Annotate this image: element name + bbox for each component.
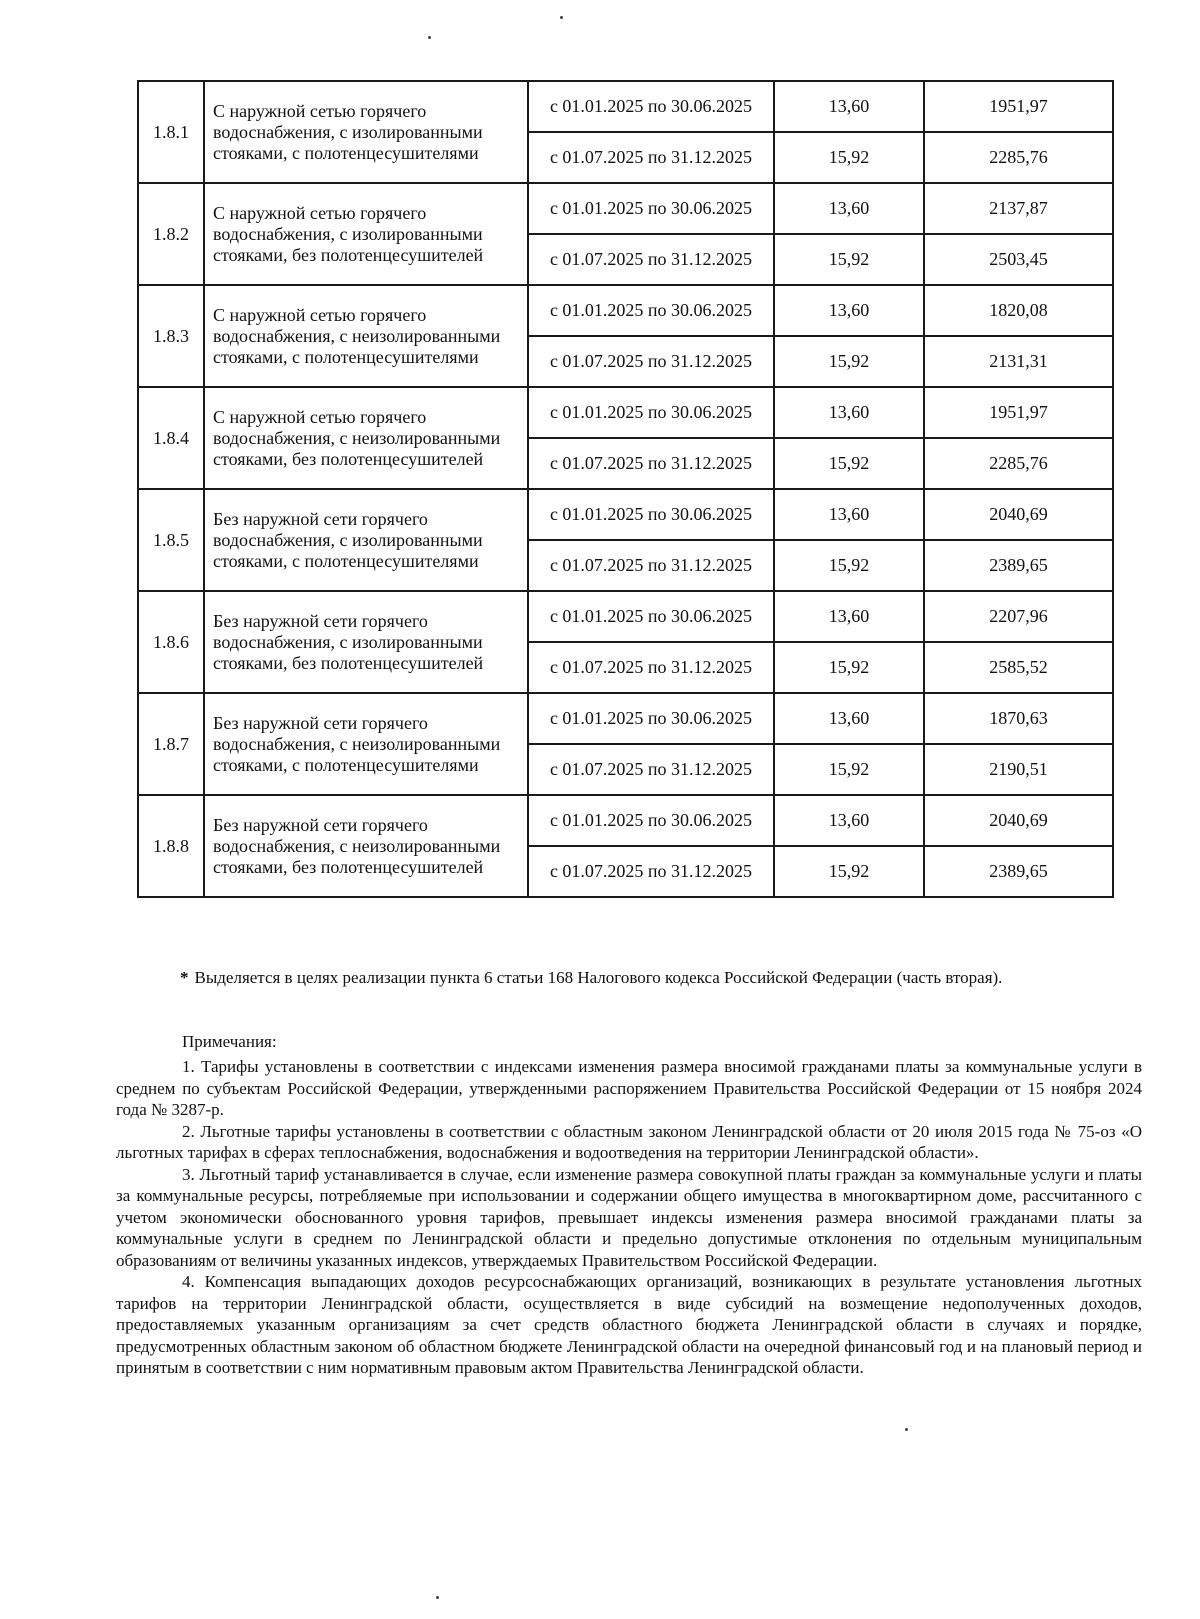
note-item: 2. Льготные тарифы установлены в соответствии с областным законом Ленинградской области от 20 июля 2015 года № 75-оз «О льготных тарифах в сферах теплоснабжения, водоснабжения и водоотведения на территории Ленинградской области». — [116, 1121, 1142, 1162]
rate-cell: 13,60 — [774, 285, 924, 336]
rate-cell: 13,60 — [774, 489, 924, 540]
rate-cell: 15,92 — [774, 642, 924, 693]
table-row — [138, 489, 1113, 540]
tariff-value-cell: 2207,96 — [924, 591, 1113, 642]
scan-speck — [428, 36, 431, 39]
period-cell: с 01.07.2025 по 31.12.2025 — [528, 132, 774, 183]
footnote-star: * — [180, 968, 189, 987]
row-number: 1.8.8 — [138, 795, 204, 897]
row-number: 1.8.7 — [138, 693, 204, 795]
row-description: Без наружной сети горячего водоснабжения, с изолированными стояками, с полотенцесушителями — [204, 489, 528, 591]
row-description: С наружной сетью горячего водоснабжения, с изолированными стояками, без полотенцесушителей — [204, 183, 528, 285]
tariff-table — [137, 80, 1114, 898]
tariff-value-cell: 1951,97 — [924, 81, 1113, 132]
row-number: 1.8.3 — [138, 285, 204, 387]
table-row — [138, 591, 1113, 642]
table-row — [138, 81, 1113, 132]
scan-speck — [905, 1428, 908, 1431]
tariff-value-cell: 2285,76 — [924, 438, 1113, 489]
period-cell: с 01.01.2025 по 30.06.2025 — [528, 183, 774, 234]
rate-cell: 13,60 — [774, 81, 924, 132]
rate-cell: 13,60 — [774, 693, 924, 744]
footnote-text: Выделяется в целях реализации пункта 6 статьи 168 Налогового кодекса Российской Федерации (часть вторая). — [194, 968, 1003, 987]
tariff-value-cell: 2137,87 — [924, 183, 1113, 234]
note-item: 4. Компенсация выпадающих доходов ресурсоснабжающих организаций, возникающих в результате установления льготных тарифов на территории Ленинградской области, осуществляется в виде субсидий на возмещение недополученных доходов, предоставляемых указанным организациям за счет средств областного бюджета Ленинградской области в случаях и порядке, предусмотренных областным законом об областном бюджете Ленинградской области на очередной финансовый год и на плановый период и принятым в соответствии с ним нормативным правовым актом Правительства Ленинградской области. — [116, 1272, 1142, 1377]
tariff-value-cell: 2503,45 — [924, 234, 1113, 285]
row-description: Без наружной сети горячего водоснабжения, с неизолированными стояками, без полотенцесушителей — [204, 795, 528, 897]
rate-cell: 13,60 — [774, 795, 924, 846]
row-number: 1.8.5 — [138, 489, 204, 591]
row-number: 1.8.1 — [138, 81, 204, 183]
footnote — [116, 967, 1142, 989]
rate-cell: 15,92 — [774, 438, 924, 489]
table-row — [138, 795, 1113, 846]
period-cell: с 01.01.2025 по 30.06.2025 — [528, 795, 774, 846]
tariff-value-cell: 1820,08 — [924, 285, 1113, 336]
tariff-value-cell: 2585,52 — [924, 642, 1113, 693]
tariff-value-cell: 2285,76 — [924, 132, 1113, 183]
period-cell: с 01.01.2025 по 30.06.2025 — [528, 693, 774, 744]
period-cell: с 01.07.2025 по 31.12.2025 — [528, 846, 774, 897]
rate-cell: 13,60 — [774, 183, 924, 234]
rate-cell: 15,92 — [774, 744, 924, 795]
period-cell: с 01.07.2025 по 31.12.2025 — [528, 744, 774, 795]
row-number: 1.8.6 — [138, 591, 204, 693]
rate-cell: 15,92 — [774, 846, 924, 897]
row-description: С наружной сетью горячего водоснабжения, с неизолированными стояками, без полотенцесушителей — [204, 387, 528, 489]
period-cell: с 01.07.2025 по 31.12.2025 — [528, 540, 774, 591]
tariff-value-cell: 1870,63 — [924, 693, 1113, 744]
row-description: Без наружной сети горячего водоснабжения, с неизолированными стояками, с полотенцесушителями — [204, 693, 528, 795]
row-description: С наружной сетью горячего водоснабжения, с изолированными стояками, с полотенцесушителями — [204, 81, 528, 183]
rate-cell: 15,92 — [774, 336, 924, 387]
period-cell: с 01.01.2025 по 30.06.2025 — [528, 387, 774, 438]
notes-list — [116, 1056, 1142, 1379]
period-cell: с 01.01.2025 по 30.06.2025 — [528, 81, 774, 132]
tariff-value-cell: 2040,69 — [924, 489, 1113, 540]
rate-cell: 15,92 — [774, 132, 924, 183]
period-cell: с 01.07.2025 по 31.12.2025 — [528, 336, 774, 387]
period-cell: с 01.07.2025 по 31.12.2025 — [528, 642, 774, 693]
tariff-value-cell: 2389,65 — [924, 540, 1113, 591]
period-cell: с 01.07.2025 по 31.12.2025 — [528, 234, 774, 285]
row-number: 1.8.2 — [138, 183, 204, 285]
rate-cell: 15,92 — [774, 540, 924, 591]
row-description: Без наружной сети горячего водоснабжения, с изолированными стояками, без полотенцесушителей — [204, 591, 528, 693]
period-cell: с 01.01.2025 по 30.06.2025 — [528, 591, 774, 642]
period-cell: с 01.07.2025 по 31.12.2025 — [528, 438, 774, 489]
tariff-value-cell: 1951,97 — [924, 387, 1113, 438]
rate-cell: 13,60 — [774, 591, 924, 642]
table-row — [138, 285, 1113, 336]
row-description: С наружной сетью горячего водоснабжения, с неизолированными стояками, с полотенцесушителями — [204, 285, 528, 387]
rate-cell: 13,60 — [774, 387, 924, 438]
tariff-value-cell: 2131,31 — [924, 336, 1113, 387]
rate-cell: 15,92 — [774, 234, 924, 285]
period-cell: с 01.01.2025 по 30.06.2025 — [528, 285, 774, 336]
notes-title: Примечания: — [182, 1032, 277, 1051]
note-item: 1. Тарифы установлены в соответствии с индексами изменения размера вносимой гражданами платы за коммунальные услуги в среднем по субъектам Российской Федерации, утвержденными распоряжением Правительства Российской Федерации от 15 ноября 2024 года № 3287-р. — [116, 1057, 1142, 1119]
table-row — [138, 387, 1113, 438]
tariff-value-cell: 2389,65 — [924, 846, 1113, 897]
table-row — [138, 693, 1113, 744]
row-number: 1.8.4 — [138, 387, 204, 489]
tariff-value-cell: 2040,69 — [924, 795, 1113, 846]
period-cell: с 01.01.2025 по 30.06.2025 — [528, 489, 774, 540]
scan-speck — [436, 1596, 439, 1599]
scan-speck — [560, 16, 563, 19]
tariff-value-cell: 2190,51 — [924, 744, 1113, 795]
note-item: 3. Льготный тариф устанавливается в случае, если изменение размера совокупной платы граждан за коммунальные услуги и платы за коммунальные ресурсы, потребляемые при использовании и содержании общего имущества в многоквартирном доме, рассчитанного с учетом экономически обоснованного уровня тарифов, превышает индексы изменения размера вносимой гражданами платы за коммунальные услуги в среднем по Ленинградской области и предельно допустимые отклонения по отдельным муниципальным образованиям от величины указанных индексов, утверждаемых Правительством Российской Федерации. — [116, 1164, 1142, 1270]
table-row — [138, 183, 1113, 234]
